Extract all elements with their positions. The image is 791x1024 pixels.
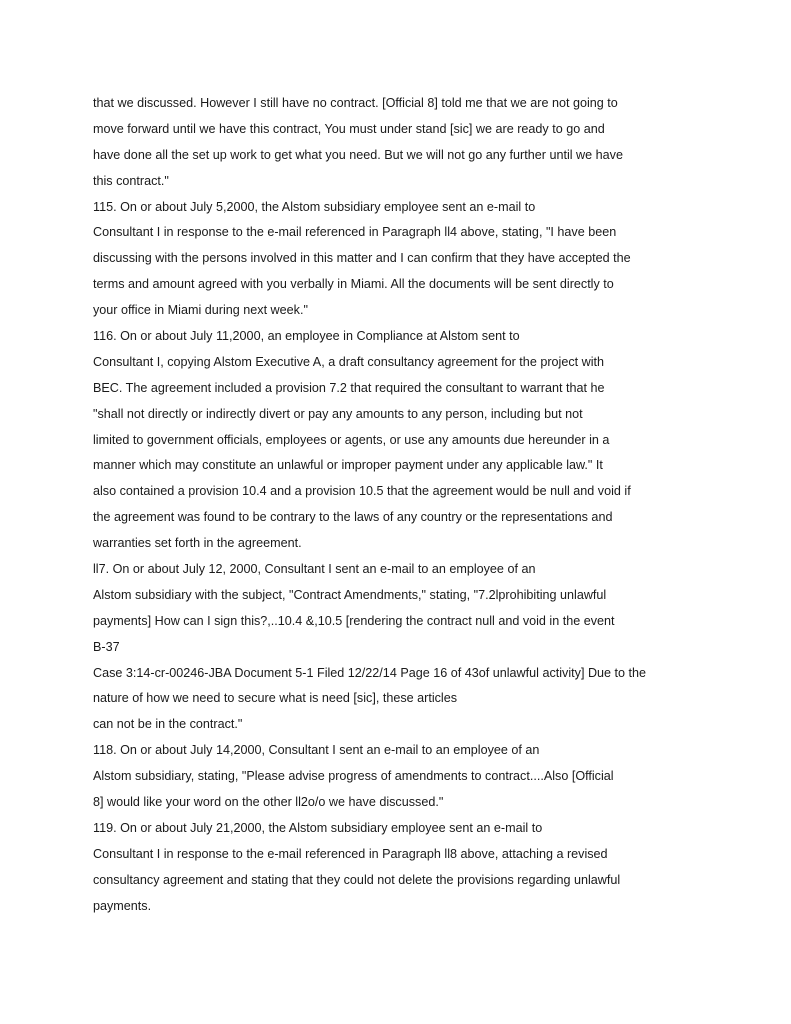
text-line: Consultant I in response to the e-mail referenced in Paragraph ll8 above, attaching a revised bbox=[93, 846, 608, 861]
paragraph-119-start: 119. On or about July 21,2000, the Alstom subsidiary employee sent an e-mail to bbox=[93, 820, 543, 835]
text-line: limited to government officials, employees or agents, or use any amounts due hereunder in a bbox=[93, 432, 610, 447]
text-line: manner which may constitute an unlawful or improper payment under any applicable law." It bbox=[93, 458, 603, 473]
text-line: move forward until we have this contract, You must under stand [sic] we are ready to go and bbox=[93, 121, 605, 136]
text-line: warranties set forth in the agreement. bbox=[93, 536, 302, 551]
text-line: that we discussed. However I still have no contract. [Official 8] told me that we are not going to bbox=[93, 96, 618, 110]
paragraph-116-start: 116. On or about July 11,2000, an employee in Compliance at Alstom sent to bbox=[93, 329, 520, 344]
text-line: "shall not directly or indirectly divert or pay any amounts to any person, including but not bbox=[93, 406, 583, 421]
text-line: payments] How can I sign this?,..10.4 &,10.5 [rendering the contract null and void in the event bbox=[93, 613, 615, 628]
text-line: also contained a provision 10.4 and a provision 10.5 that the agreement would be null and void if bbox=[93, 484, 631, 499]
text-line: nature of how we need to secure what is need [sic], these articles bbox=[93, 691, 458, 706]
text-line: Alstom subsidiary with the subject, "Contract Amendments," stating, "7.2lprohibiting unlawful bbox=[93, 587, 607, 602]
text-line: have done all the set up work to get what you need. But we will not go any further until we have bbox=[93, 147, 623, 162]
document-body bbox=[93, 91, 703, 920]
text-line: Consultant I in response to the e-mail referenced in Paragraph ll4 above, stating, "I have been bbox=[93, 225, 617, 240]
text-line: discussing with the persons involved in this matter and I can confirm that they have accepted the bbox=[93, 251, 631, 266]
paragraph-115-start: 115. On or about July 5,2000, the Alstom subsidiary employee sent an e-mail to bbox=[93, 199, 536, 214]
case-header-line: Case 3:14-cr-00246-JBA Document 5-1 Filed 12/22/14 Page 16 of 43of unlawful activity] Due to the bbox=[93, 665, 647, 680]
text-line: 8] would like your word on the other ll2o/o we have discussed." bbox=[93, 795, 444, 810]
text-line: Alstom subsidiary, stating, "Please advise progress of amendments to contract....Also [Official bbox=[93, 769, 614, 784]
exhibit-page-label: B-37 bbox=[93, 639, 120, 654]
text-line: this contract." bbox=[93, 173, 169, 188]
text-line: payments. bbox=[93, 898, 152, 913]
paragraph-118-start: 118. On or about July 14,2000, Consultant I sent an e-mail to an employee of an bbox=[93, 743, 540, 758]
text-line: your office in Miami during next week." bbox=[93, 303, 308, 318]
text-line: BEC. The agreement included a provision 7.2 that required the consultant to warrant that he bbox=[93, 380, 605, 395]
text-line: can not be in the contract." bbox=[93, 717, 243, 732]
text-line: consultancy agreement and stating that they could not delete the provisions regarding unlawful bbox=[93, 872, 621, 887]
paragraph-117-start: ll7. On or about July 12, 2000, Consultant I sent an e-mail to an employee of an bbox=[93, 562, 536, 577]
text-line: Consultant I, copying Alstom Executive A, a draft consultancy agreement for the project with bbox=[93, 354, 605, 369]
text-line: the agreement was found to be contrary to the laws of any country or the representations and bbox=[93, 510, 613, 525]
text-line: terms and amount agreed with you verbally in Miami. All the documents will be sent directly to bbox=[93, 277, 614, 292]
